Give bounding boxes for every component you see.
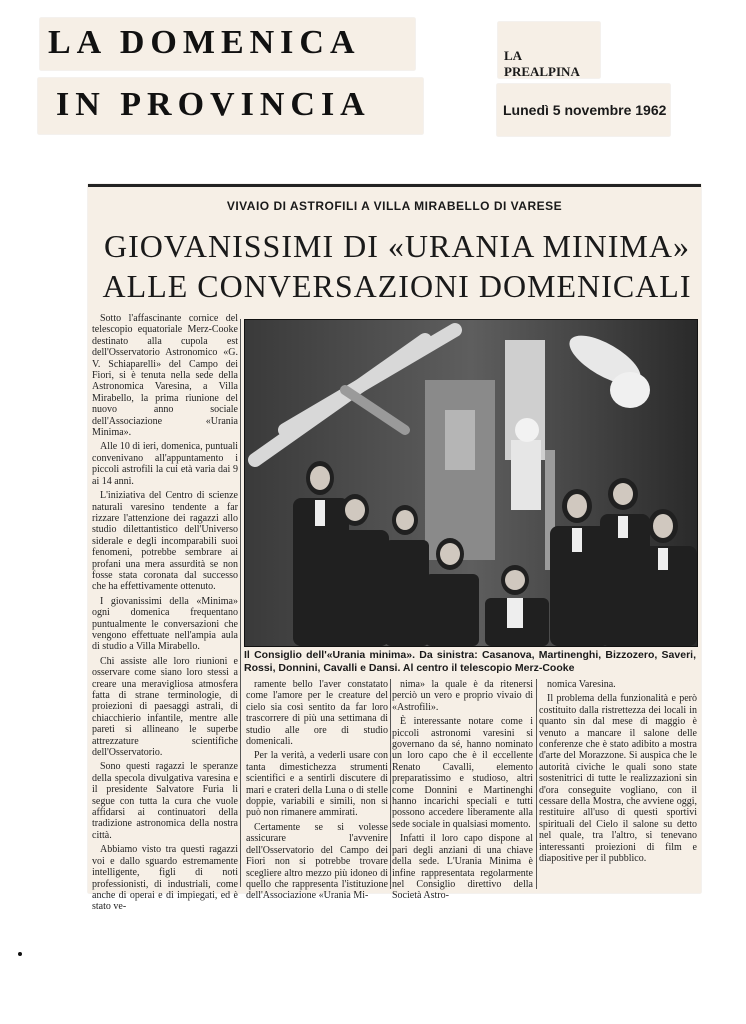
masthead-title-line2: IN PROVINCIA: [56, 86, 371, 123]
article-column-4: [539, 679, 697, 889]
paragraph: ramente bello l'aver constatato come l'amore per le creature del cielo sia così sentito da far loro trascorrere di più una settimana di studio alle ore di studio domenicali.: [246, 679, 388, 748]
paragraph: Sono questi ragazzi le speranze della specola divulgativa varesina e il presidente Salvatore Furia li segue con tutta la cura che vuole affidarsi ai continuatori della tradizione astronomica della nostra città.: [92, 761, 238, 841]
paragraph: Sotto l'affascinante cornice del telescopio equatoriale Merz-Cooke destinato alla cupola est dell'Osservatorio Astronomico «G. V. Schiaparelli» del Campo dei Fiori, si è tenuta nella sede della Astronomica Varesina, a Villa Mirabello, la prima riunione del nuovo anno sociale dell'Associazione «Urania Minima».: [92, 313, 238, 439]
paragraph: Chi assiste alle loro riunioni e osservare come siano loro stessi a creare una meravigliosa atmosfera fatta di strane terminologie, di proiezioni di paesaggi astrali, di chiacchierio infantile, mentre alle pareti si allineano le superbe attrezzature scientifiche dell'Osservatorio.: [92, 655, 238, 759]
article-kicker: VIVAIO DI ASTROFILI A VILLA MIRABELLO DI VARESE: [226, 199, 563, 213]
group-photo: [244, 319, 698, 647]
telescope-group-photo-image: [245, 320, 697, 646]
date-clipping: [497, 84, 670, 136]
newspaper-name-clipping: [498, 22, 600, 78]
column-divider: [240, 319, 241, 887]
column-divider: [390, 679, 391, 889]
paragraph: Certamente se si volesse assicurare l'avvenire dell'Osservatorio del Campo dei Fiori non si potrebbe trovare scegliere altro mezzo più idoneo di quello che rappresenta l'istituzione dell'Associazione «Urania Mi-: [246, 821, 388, 902]
paragraph: nomica Varesina.: [547, 679, 616, 690]
headline-line1: GIOVANISSIMI DI «URANIA MINIMA»: [104, 228, 690, 264]
paragraph: Abbiamo visto tra questi ragazzi voi e dallo sguardo estremamente intelligente, figli di noti professionisti, di industriali, come anche di operai e di impiegati, ed è stato ve-: [92, 844, 238, 913]
masthead-title-line2-clipping: [38, 78, 423, 134]
stray-mark: [18, 952, 22, 956]
article-column-3: [392, 679, 533, 902]
headline-line2: ALLE CONVERSAZIONI DOMENICALI: [102, 268, 692, 304]
paragraph: Per la verità, a vederli usare con tanta dimestichezza strumenti scientifici e a sentirli discutere di mari e crateri della Luna o di stelle doppie, variabili e simili, non si può non rimanere ammirati.: [246, 750, 388, 819]
newspaper-name: LA PREALPINA: [504, 48, 580, 79]
article-clipping: [88, 184, 701, 913]
article-column-1: [92, 313, 238, 913]
paragraph: I giovanissimi della «Minima» ogni domenica frequentano puntualmente le conversazioni che vengono effettuate nell'ampia aula di studio a Villa Mirabello.: [92, 595, 238, 653]
paragraph: Il problema della funzionalità e però costituito dalla ristrettezza dei locali in quanto sin dal mese di maggio è venuto a mancare il salone delle conferenze che è stato adibito a mostra d'arte del Morazzone. Si auspica che le autorità civiche le quali sono state sostenitrici di tutte le realizzazioni sin d'ora conseguite vogliano, con il cessare della Mostra, che avviene oggi, restituire all'uso di questi sportivi spirituali del Cielo il salone su detto nel quale, tra l'altro, si tenevano interessanti proiezioni di film e diapositive per il pubblico.: [539, 693, 697, 865]
column-divider: [536, 679, 537, 889]
paragraph: nima» la quale è da ritenersi perciò un vero e proprio vivaio di «Astrofili».: [392, 679, 533, 713]
masthead-title-line1: LA DOMENICA: [48, 24, 361, 61]
paragraph: È interessante notare come i piccoli astronomi varesini si governano da sé, hanno nominato un loro capo che è il eccellente Renato Cavalli, elemento preparatissimo e studioso, altri come Donnini e Martinenghi hanno incarichi speciali e tutti possono accedere liberamente alla sede sociale in qualsiasi momento.: [392, 716, 533, 830]
publication-date: Lunedì 5 novembre 1962: [503, 102, 667, 118]
masthead-title-line1-clipping: [40, 18, 415, 70]
paragraph: Infatti il loro capo dispone al pari degli anziani di una chiave della sede. L'Urania Minima è infine rappresentata regolarmente nel Consiglio direttivo della Società Astro-: [392, 833, 533, 902]
photo-caption: Il Consiglio dell'«Urania minima». Da sinistra: Casanova, Martinenghi, Bizzozero, Saveri, Rossi, Donnini, Cavalli e Dansi. Al centro il telescopio Merz-Cooke: [244, 649, 696, 674]
paragraph: L'iniziativa del Centro di scienze naturali varesino tendente a far rizzare l'attenzione dei ragazzi allo studio dilettantistico dell'Universo siderale e degli incomparabili suoi fenomeni, potrebbe sembrare ai profani una mera assurdità se non fosse stata coronata dal successo che ha effettivamente ottenuto.: [92, 490, 238, 593]
article-column-2: [246, 679, 388, 902]
paragraph: Alle 10 di ieri, domenica, puntuali convenivano all'appuntamento i piccoli astrofili la cui età varia dai 9 ai 14 anni.: [92, 441, 238, 487]
